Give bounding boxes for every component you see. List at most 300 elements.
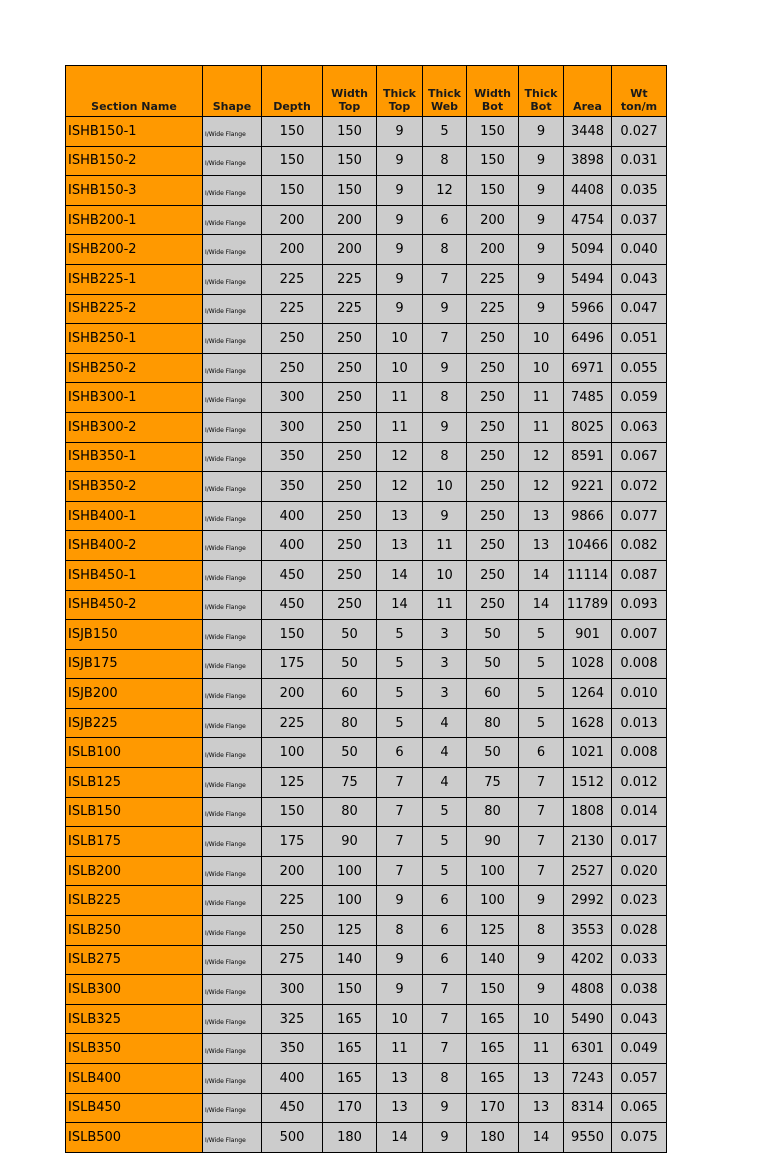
cell-area: 6971 (564, 353, 612, 383)
cell-shape: I/Wide Flange (203, 324, 262, 354)
table-row (66, 679, 667, 709)
cell-thick-web: 3 (423, 679, 467, 709)
cell-thick-web: 10 (423, 560, 467, 590)
cell-depth: 200 (262, 679, 323, 709)
cell-section-name: ISHB225-1 (66, 264, 203, 294)
cell-thick-top: 11 (377, 383, 423, 413)
cell-area: 9550 (564, 1123, 612, 1153)
cell-width-bot: 100 (467, 856, 519, 886)
cell-thick-web: 9 (423, 412, 467, 442)
section-table (65, 65, 667, 1153)
cell-thick-web: 7 (423, 264, 467, 294)
cell-wt: 0.010 (612, 679, 667, 709)
cell-shape: I/Wide Flange (203, 886, 262, 916)
cell-width-bot: 75 (467, 768, 519, 798)
cell-thick-bot: 7 (519, 797, 564, 827)
cell-thick-top: 10 (377, 324, 423, 354)
cell-shape: I/Wide Flange (203, 146, 262, 176)
cell-area: 8591 (564, 442, 612, 472)
cell-width-top: 165 (323, 1034, 377, 1064)
cell-thick-bot: 13 (519, 501, 564, 531)
cell-thick-top: 9 (377, 146, 423, 176)
cell-area: 1021 (564, 738, 612, 768)
cell-width-bot: 250 (467, 501, 519, 531)
cell-thick-web: 7 (423, 975, 467, 1005)
cell-thick-web: 3 (423, 649, 467, 679)
table-row (66, 1004, 667, 1034)
cell-wt: 0.037 (612, 205, 667, 235)
cell-shape: I/Wide Flange (203, 1123, 262, 1153)
cell-section-name: ISLB325 (66, 1004, 203, 1034)
cell-thick-bot: 9 (519, 264, 564, 294)
cell-section-name: ISLB250 (66, 916, 203, 946)
cell-shape: I/Wide Flange (203, 294, 262, 324)
table-row (66, 472, 667, 502)
cell-thick-web: 6 (423, 945, 467, 975)
cell-thick-web: 4 (423, 708, 467, 738)
cell-area: 10466 (564, 531, 612, 561)
cell-section-name: ISJB200 (66, 679, 203, 709)
cell-shape: I/Wide Flange (203, 1034, 262, 1064)
cell-width-top: 250 (323, 501, 377, 531)
header-depth: Depth (262, 66, 323, 117)
cell-depth: 400 (262, 501, 323, 531)
table-row (66, 768, 667, 798)
cell-thick-top: 9 (377, 205, 423, 235)
cell-thick-web: 7 (423, 1004, 467, 1034)
cell-thick-web: 5 (423, 797, 467, 827)
cell-wt: 0.035 (612, 176, 667, 206)
header-thick-top: Thick Top (377, 66, 423, 117)
cell-shape: I/Wide Flange (203, 176, 262, 206)
cell-section-name: ISLB500 (66, 1123, 203, 1153)
table-row (66, 916, 667, 946)
cell-wt: 0.065 (612, 1093, 667, 1123)
cell-depth: 150 (262, 117, 323, 147)
table-row (66, 353, 667, 383)
cell-thick-bot: 11 (519, 1034, 564, 1064)
table-row (66, 945, 667, 975)
cell-section-name: ISLB450 (66, 1093, 203, 1123)
cell-shape: I/Wide Flange (203, 383, 262, 413)
cell-depth: 350 (262, 442, 323, 472)
table-row (66, 590, 667, 620)
table-row (66, 264, 667, 294)
cell-width-top: 150 (323, 146, 377, 176)
cell-width-bot: 150 (467, 146, 519, 176)
cell-thick-web: 9 (423, 294, 467, 324)
cell-thick-bot: 13 (519, 531, 564, 561)
cell-area: 2130 (564, 827, 612, 857)
cell-shape: I/Wide Flange (203, 856, 262, 886)
table-row (66, 1093, 667, 1123)
cell-wt: 0.017 (612, 827, 667, 857)
cell-width-bot: 50 (467, 649, 519, 679)
cell-wt: 0.014 (612, 797, 667, 827)
cell-shape: I/Wide Flange (203, 353, 262, 383)
cell-thick-web: 9 (423, 501, 467, 531)
cell-thick-bot: 10 (519, 353, 564, 383)
cell-thick-web: 8 (423, 383, 467, 413)
cell-thick-bot: 8 (519, 916, 564, 946)
cell-width-bot: 250 (467, 353, 519, 383)
cell-wt: 0.093 (612, 590, 667, 620)
header-width-bot: Width Bot (467, 66, 519, 117)
cell-thick-bot: 9 (519, 886, 564, 916)
cell-thick-web: 5 (423, 856, 467, 886)
cell-width-top: 250 (323, 324, 377, 354)
cell-thick-top: 14 (377, 590, 423, 620)
cell-area: 7243 (564, 1064, 612, 1094)
cell-depth: 150 (262, 797, 323, 827)
cell-shape: I/Wide Flange (203, 235, 262, 265)
cell-thick-top: 7 (377, 797, 423, 827)
table-row (66, 1064, 667, 1094)
cell-depth: 400 (262, 531, 323, 561)
cell-thick-bot: 9 (519, 146, 564, 176)
cell-thick-web: 9 (423, 1093, 467, 1123)
table-row (66, 620, 667, 650)
header-row (66, 66, 667, 117)
cell-wt: 0.043 (612, 1004, 667, 1034)
cell-wt: 0.020 (612, 856, 667, 886)
cell-area: 2527 (564, 856, 612, 886)
cell-width-bot: 165 (467, 1064, 519, 1094)
cell-depth: 350 (262, 1034, 323, 1064)
cell-depth: 500 (262, 1123, 323, 1153)
cell-depth: 200 (262, 205, 323, 235)
cell-wt: 0.033 (612, 945, 667, 975)
cell-width-top: 165 (323, 1064, 377, 1094)
cell-width-top: 250 (323, 353, 377, 383)
cell-thick-web: 5 (423, 827, 467, 857)
table-row (66, 649, 667, 679)
cell-shape: I/Wide Flange (203, 472, 262, 502)
cell-depth: 150 (262, 620, 323, 650)
cell-area: 5494 (564, 264, 612, 294)
table-row (66, 797, 667, 827)
cell-thick-top: 7 (377, 856, 423, 886)
header-shape: Shape (203, 66, 262, 117)
header-thick-web: Thick Web (423, 66, 467, 117)
cell-shape: I/Wide Flange (203, 975, 262, 1005)
cell-width-bot: 150 (467, 975, 519, 1005)
cell-thick-bot: 9 (519, 117, 564, 147)
cell-width-bot: 140 (467, 945, 519, 975)
cell-width-top: 100 (323, 886, 377, 916)
cell-wt: 0.013 (612, 708, 667, 738)
cell-thick-web: 4 (423, 768, 467, 798)
cell-depth: 450 (262, 590, 323, 620)
cell-area: 1512 (564, 768, 612, 798)
cell-section-name: ISHB200-2 (66, 235, 203, 265)
cell-width-top: 225 (323, 264, 377, 294)
cell-thick-web: 7 (423, 324, 467, 354)
cell-width-bot: 50 (467, 738, 519, 768)
cell-thick-bot: 12 (519, 472, 564, 502)
cell-area: 4808 (564, 975, 612, 1005)
cell-thick-bot: 10 (519, 1004, 564, 1034)
cell-width-top: 50 (323, 738, 377, 768)
cell-depth: 450 (262, 560, 323, 590)
header-width-top: Width Top (323, 66, 377, 117)
cell-width-bot: 200 (467, 205, 519, 235)
cell-width-top: 200 (323, 235, 377, 265)
table-row (66, 531, 667, 561)
cell-thick-bot: 12 (519, 442, 564, 472)
cell-area: 1808 (564, 797, 612, 827)
cell-depth: 175 (262, 827, 323, 857)
cell-depth: 150 (262, 146, 323, 176)
cell-wt: 0.047 (612, 294, 667, 324)
table-row (66, 146, 667, 176)
cell-shape: I/Wide Flange (203, 1064, 262, 1094)
cell-section-name: ISLB150 (66, 797, 203, 827)
cell-wt: 0.008 (612, 738, 667, 768)
cell-depth: 250 (262, 916, 323, 946)
cell-wt: 0.043 (612, 264, 667, 294)
cell-width-bot: 250 (467, 472, 519, 502)
cell-width-bot: 180 (467, 1123, 519, 1153)
cell-depth: 200 (262, 235, 323, 265)
table-row (66, 886, 667, 916)
cell-wt: 0.059 (612, 383, 667, 413)
cell-section-name: ISHB300-1 (66, 383, 203, 413)
cell-thick-top: 9 (377, 117, 423, 147)
table-row (66, 442, 667, 472)
cell-section-name: ISHB250-1 (66, 324, 203, 354)
cell-depth: 275 (262, 945, 323, 975)
cell-shape: I/Wide Flange (203, 560, 262, 590)
cell-wt: 0.077 (612, 501, 667, 531)
cell-area: 7485 (564, 383, 612, 413)
cell-thick-bot: 9 (519, 205, 564, 235)
cell-width-top: 60 (323, 679, 377, 709)
cell-width-bot: 250 (467, 531, 519, 561)
cell-thick-web: 3 (423, 620, 467, 650)
cell-depth: 125 (262, 768, 323, 798)
cell-thick-top: 11 (377, 412, 423, 442)
cell-thick-web: 11 (423, 531, 467, 561)
table-row (66, 117, 667, 147)
cell-thick-bot: 10 (519, 324, 564, 354)
cell-depth: 225 (262, 886, 323, 916)
cell-wt: 0.055 (612, 353, 667, 383)
cell-width-top: 90 (323, 827, 377, 857)
cell-section-name: ISHB150-3 (66, 176, 203, 206)
table-row (66, 294, 667, 324)
cell-width-top: 100 (323, 856, 377, 886)
cell-wt: 0.027 (612, 117, 667, 147)
cell-shape: I/Wide Flange (203, 1093, 262, 1123)
cell-section-name: ISLB100 (66, 738, 203, 768)
cell-thick-top: 5 (377, 679, 423, 709)
cell-width-bot: 250 (467, 383, 519, 413)
cell-shape: I/Wide Flange (203, 945, 262, 975)
cell-width-top: 250 (323, 531, 377, 561)
cell-section-name: ISHB350-2 (66, 472, 203, 502)
cell-thick-top: 12 (377, 472, 423, 502)
cell-thick-top: 10 (377, 1004, 423, 1034)
cell-depth: 300 (262, 975, 323, 1005)
cell-width-top: 250 (323, 442, 377, 472)
cell-wt: 0.012 (612, 768, 667, 798)
cell-thick-web: 10 (423, 472, 467, 502)
table-row (66, 975, 667, 1005)
cell-depth: 250 (262, 324, 323, 354)
cell-thick-top: 7 (377, 827, 423, 857)
cell-thick-top: 5 (377, 708, 423, 738)
cell-width-bot: 250 (467, 560, 519, 590)
cell-area: 8025 (564, 412, 612, 442)
cell-depth: 325 (262, 1004, 323, 1034)
table-row (66, 560, 667, 590)
cell-thick-bot: 14 (519, 560, 564, 590)
cell-area: 5966 (564, 294, 612, 324)
cell-thick-bot: 13 (519, 1064, 564, 1094)
cell-thick-bot: 9 (519, 975, 564, 1005)
cell-thick-web: 7 (423, 1034, 467, 1064)
cell-width-top: 50 (323, 649, 377, 679)
cell-shape: I/Wide Flange (203, 916, 262, 946)
cell-section-name: ISHB400-2 (66, 531, 203, 561)
cell-area: 6301 (564, 1034, 612, 1064)
cell-thick-bot: 7 (519, 827, 564, 857)
cell-width-bot: 100 (467, 886, 519, 916)
table-row (66, 501, 667, 531)
cell-area: 11114 (564, 560, 612, 590)
cell-section-name: ISLB275 (66, 945, 203, 975)
cell-wt: 0.087 (612, 560, 667, 590)
cell-thick-web: 8 (423, 1064, 467, 1094)
cell-thick-web: 4 (423, 738, 467, 768)
cell-shape: I/Wide Flange (203, 649, 262, 679)
cell-area: 9221 (564, 472, 612, 502)
cell-thick-bot: 5 (519, 679, 564, 709)
cell-area: 3448 (564, 117, 612, 147)
table-row (66, 324, 667, 354)
cell-shape: I/Wide Flange (203, 768, 262, 798)
cell-section-name: ISLB125 (66, 768, 203, 798)
cell-width-bot: 80 (467, 797, 519, 827)
cell-section-name: ISJB175 (66, 649, 203, 679)
cell-shape: I/Wide Flange (203, 827, 262, 857)
cell-thick-web: 6 (423, 916, 467, 946)
table-row (66, 856, 667, 886)
cell-thick-top: 9 (377, 235, 423, 265)
cell-depth: 450 (262, 1093, 323, 1123)
cell-area: 4754 (564, 205, 612, 235)
cell-width-top: 150 (323, 117, 377, 147)
cell-section-name: ISHB250-2 (66, 353, 203, 383)
cell-width-bot: 165 (467, 1034, 519, 1064)
cell-wt: 0.023 (612, 886, 667, 916)
cell-thick-top: 6 (377, 738, 423, 768)
cell-area: 11789 (564, 590, 612, 620)
table-row (66, 176, 667, 206)
cell-width-bot: 250 (467, 412, 519, 442)
cell-wt: 0.082 (612, 531, 667, 561)
cell-depth: 300 (262, 412, 323, 442)
cell-width-bot: 225 (467, 264, 519, 294)
header-wt: Wt ton/m (612, 66, 667, 117)
cell-depth: 225 (262, 294, 323, 324)
table-row (66, 205, 667, 235)
cell-thick-bot: 9 (519, 945, 564, 975)
cell-width-top: 80 (323, 708, 377, 738)
cell-thick-bot: 13 (519, 1093, 564, 1123)
table-body (66, 117, 667, 1153)
cell-width-bot: 250 (467, 324, 519, 354)
cell-width-top: 250 (323, 412, 377, 442)
cell-thick-bot: 7 (519, 856, 564, 886)
cell-area: 1028 (564, 649, 612, 679)
cell-area: 2992 (564, 886, 612, 916)
cell-width-bot: 250 (467, 590, 519, 620)
cell-width-bot: 150 (467, 117, 519, 147)
cell-section-name: ISHB450-1 (66, 560, 203, 590)
cell-wt: 0.008 (612, 649, 667, 679)
cell-wt: 0.067 (612, 442, 667, 472)
table-row (66, 412, 667, 442)
cell-section-name: ISHB400-1 (66, 501, 203, 531)
cell-depth: 400 (262, 1064, 323, 1094)
cell-width-top: 250 (323, 590, 377, 620)
cell-thick-top: 8 (377, 916, 423, 946)
cell-wt: 0.075 (612, 1123, 667, 1153)
cell-section-name: ISHB300-2 (66, 412, 203, 442)
cell-thick-bot: 14 (519, 590, 564, 620)
cell-width-bot: 90 (467, 827, 519, 857)
cell-section-name: ISLB200 (66, 856, 203, 886)
cell-thick-top: 5 (377, 620, 423, 650)
cell-thick-top: 9 (377, 886, 423, 916)
cell-shape: I/Wide Flange (203, 412, 262, 442)
cell-width-bot: 250 (467, 442, 519, 472)
cell-width-top: 170 (323, 1093, 377, 1123)
cell-thick-top: 7 (377, 768, 423, 798)
cell-section-name: ISJB225 (66, 708, 203, 738)
cell-thick-web: 9 (423, 353, 467, 383)
cell-thick-bot: 9 (519, 176, 564, 206)
cell-section-name: ISHB450-2 (66, 590, 203, 620)
cell-thick-bot: 6 (519, 738, 564, 768)
cell-shape: I/Wide Flange (203, 501, 262, 531)
cell-thick-bot: 5 (519, 649, 564, 679)
cell-thick-web: 8 (423, 235, 467, 265)
cell-thick-top: 9 (377, 945, 423, 975)
cell-thick-web: 6 (423, 886, 467, 916)
cell-wt: 0.049 (612, 1034, 667, 1064)
cell-depth: 175 (262, 649, 323, 679)
cell-thick-bot: 5 (519, 620, 564, 650)
cell-thick-bot: 7 (519, 768, 564, 798)
cell-shape: I/Wide Flange (203, 797, 262, 827)
header-section-name: Section Name (66, 66, 203, 117)
cell-width-top: 80 (323, 797, 377, 827)
cell-wt: 0.057 (612, 1064, 667, 1094)
cell-shape: I/Wide Flange (203, 1004, 262, 1034)
cell-section-name: ISLB300 (66, 975, 203, 1005)
cell-thick-bot: 11 (519, 383, 564, 413)
cell-width-top: 165 (323, 1004, 377, 1034)
cell-area: 5094 (564, 235, 612, 265)
cell-area: 4202 (564, 945, 612, 975)
cell-thick-top: 12 (377, 442, 423, 472)
cell-section-name: ISLB350 (66, 1034, 203, 1064)
cell-thick-bot: 14 (519, 1123, 564, 1153)
cell-shape: I/Wide Flange (203, 708, 262, 738)
